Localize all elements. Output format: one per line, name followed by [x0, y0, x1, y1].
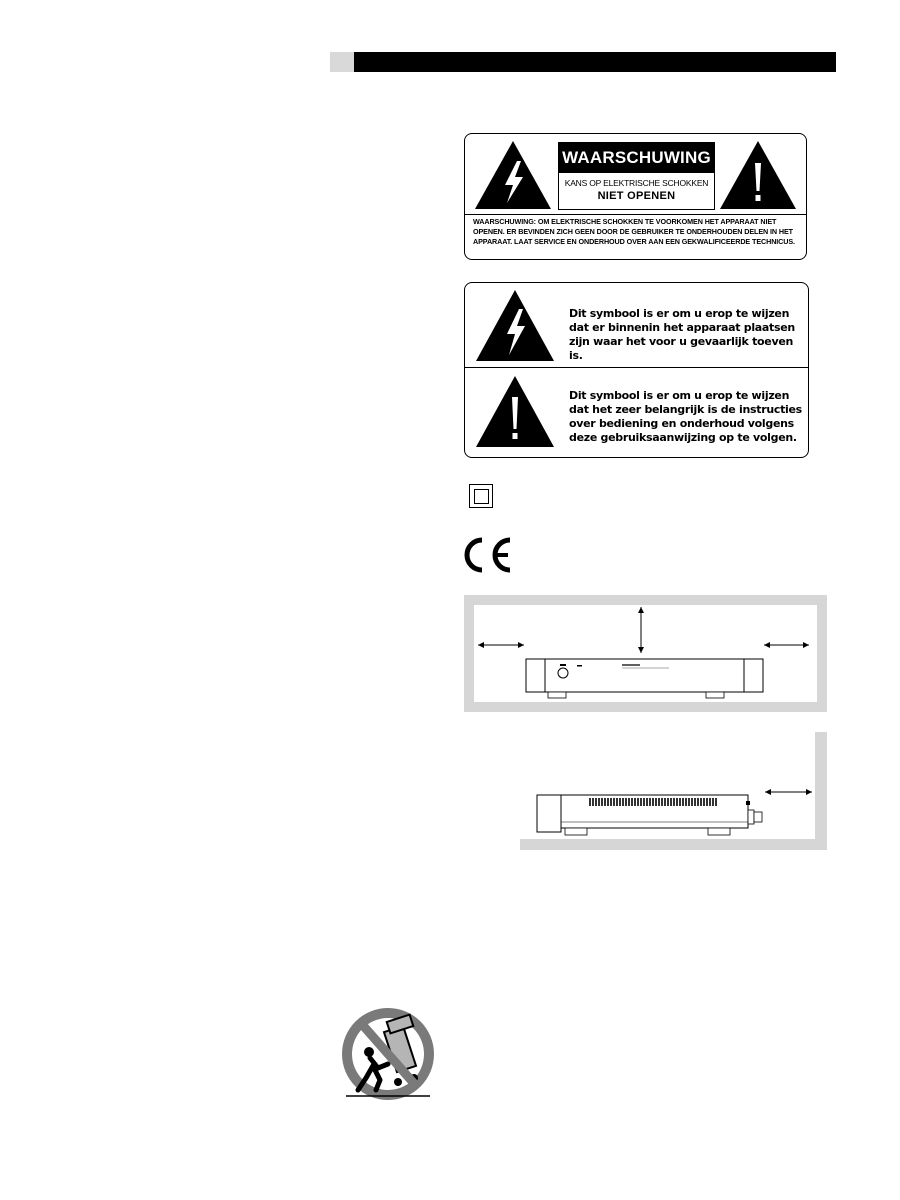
warning-title: WAARSCHUWING	[559, 143, 714, 173]
warning-divider	[465, 214, 806, 215]
lightning-warning-icon	[473, 139, 553, 211]
front-clearance-diagram	[464, 595, 827, 712]
no-cart-tipping-icon	[340, 1006, 436, 1102]
lightning-warning-icon	[475, 289, 555, 362]
warning-subtitle: KANS OP ELEKTRISCHE SCHOKKEN	[564, 178, 709, 188]
symbol-explanation-box	[464, 282, 809, 458]
side-clearance-diagram	[520, 732, 827, 850]
exclamation-warning-icon	[475, 375, 555, 448]
double-square-inner	[474, 489, 489, 504]
symbol-divider	[465, 367, 808, 368]
double-square-icon	[469, 484, 493, 508]
header-tab	[330, 52, 354, 72]
warning-instruction: NIET OPENEN	[597, 190, 676, 202]
symbol-1-text: Dit symbool is er om u erop te wijzen dat er binnenin het apparaat plaatsen zijn waar het voor u gevaarlijk toeven is.	[569, 307, 795, 362]
warning-title-box	[558, 142, 715, 210]
ce-mark-icon	[460, 536, 518, 574]
warning-body: WAARSCHUWING: OM ELEKTRISCHE SCHOKKEN TE VOORKOMEN HET APPARAAT NIET OPENEN. ER BEVINDEN ZICH GEEN DOOR DE GEBRUIKER TE ONDERHOUDEN DELEN IN HET APPARAAT. LAAT SERVICE EN ONDERHOUD OVER AAN EEN GEKWALIFICEERDE TECHNICUS.	[473, 217, 795, 246]
symbol-2-text: Dit symbool is er om u erop te wijzen dat het zeer belangrijk is de instructies over bediening en onderhoud volgens deze gebruiksaanwijzing op te volgen.	[569, 389, 802, 444]
header-bar	[330, 52, 836, 72]
warning-label	[464, 133, 807, 260]
exclamation-warning-icon	[718, 139, 798, 211]
